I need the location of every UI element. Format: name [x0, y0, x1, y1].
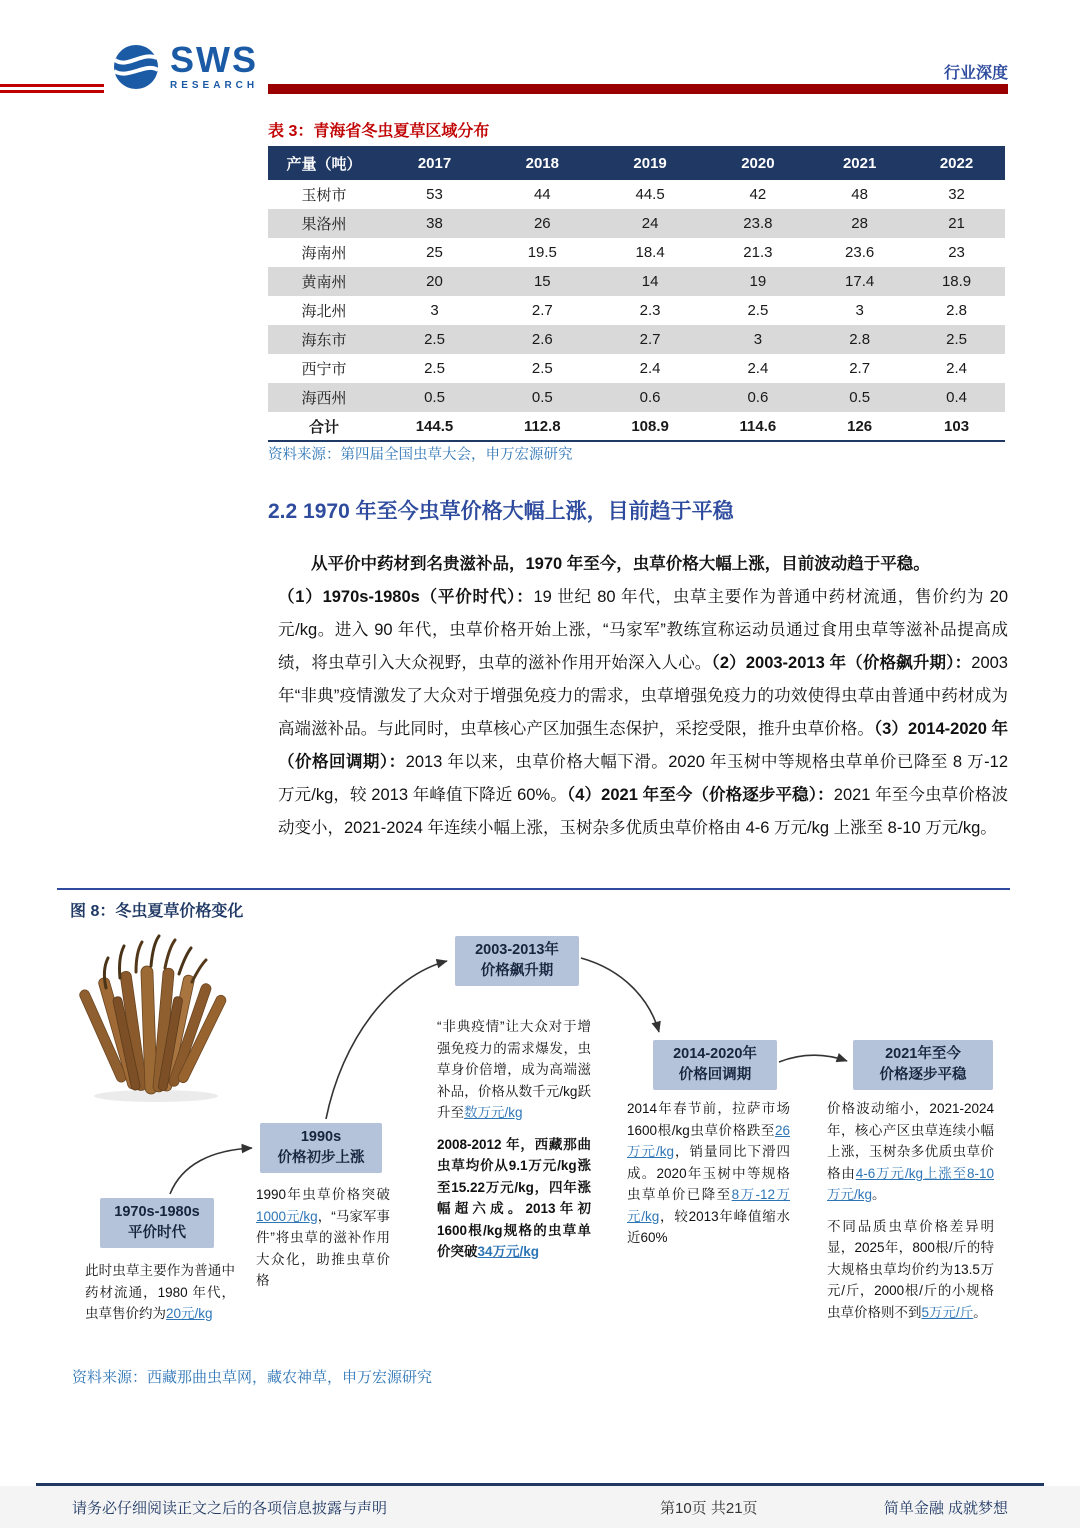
text-segment: ，销量同比下滑四成。2020年玉树中等规格虫草单价已降至: [627, 1144, 791, 1202]
value-cell: 114.6: [739, 417, 777, 435]
table-body: [268, 180, 1005, 441]
footer-disclaimer: 请务必仔细阅读正文之后的各项信息披露与声明: [72, 1500, 388, 1517]
column-header-2018: 2018: [489, 146, 596, 180]
value-cell: 112.8: [523, 417, 561, 435]
value-cell: 23.8: [705, 209, 812, 238]
text-segment: 19 世纪 80 年代，虫草主要作为普通中药材流通，售价约为 20 元/kg。进入 90 年代，虫草价格开始上涨，“马家军”教练宣称运动员通过食用虫草等滋补品提高成绩，将虫草引入大众视野，虫草的滋补作用开始深入人心。: [278, 588, 1009, 672]
value-cell: 2.7: [596, 325, 705, 354]
text-segment: ，“马家军事件”将虫草的滋补作用大众化，助推虫草价格: [256, 1208, 390, 1288]
value-cell: 44.5: [635, 186, 665, 203]
table-row: [268, 383, 1005, 412]
header-rule-left-1: [0, 84, 104, 87]
text-segment: 2008-2012 年，西藏那曲虫草均价从9.1万元/kg涨至15.22万元/kg，四年涨幅超六成。2013年初1600根/kg规格的虫草单价突破: [437, 1136, 591, 1259]
stage-box-1990s: [260, 1123, 382, 1173]
text-segment: 价格波动缩小，2021-2024年，核心产区虫草连续小幅上涨，玉树杂多优质虫草价格由: [827, 1101, 994, 1181]
logo-sub-text: RESEARCH: [170, 80, 259, 91]
stage-box-2003-2013: [455, 936, 579, 986]
table-title: 表 3：青海省冬虫夏草区域分布: [268, 123, 490, 140]
table-row: [268, 412, 1005, 441]
value-cell: 2.5: [531, 360, 553, 377]
value-cell: 20: [380, 267, 489, 296]
stage-line2: 平价时代: [128, 1225, 186, 1241]
stage-line2: 价格初步上涨: [277, 1150, 365, 1166]
value-cell: 2.5: [380, 325, 489, 354]
text-segment: 2013 年以来，虫草价格大幅下滑。2020 年玉树中等规格虫草单价已降至 8 万-12 万元/kg，较 2013 年峰值下降近 60%。: [278, 753, 1009, 804]
text-segment: 1990年虫草价格突破: [256, 1187, 390, 1202]
note-1970s-1980s: [85, 1260, 235, 1325]
figure-top-rule: [57, 888, 1010, 890]
value-cell: 0.6: [705, 383, 812, 412]
note-paragraph: [437, 1016, 591, 1124]
report-type-label: 行业深度: [943, 65, 1008, 82]
note-2003-2013: [437, 1016, 591, 1263]
text-segment: （4）2021 年至今（价格逐步平稳）：: [566, 786, 834, 804]
value-cell: 2.5: [747, 302, 769, 319]
footer-slogan: 简单金融 成就梦想: [883, 1500, 1008, 1517]
value-cell: 48: [851, 186, 868, 203]
stage-line1: 2021年至今: [885, 1046, 961, 1062]
value-cell: 126: [847, 417, 873, 435]
note-2014-2020: [627, 1098, 790, 1249]
note-paragraph: [827, 1216, 994, 1324]
text-segment: 数万元/kg: [464, 1105, 523, 1120]
value-cell: 23: [948, 244, 965, 261]
table-source: 资料来源：第四届全国虫草大会，申万宏源研究: [268, 447, 573, 463]
value-cell: 2.8: [946, 302, 967, 319]
value-cell: 25: [426, 244, 443, 261]
value-cell: 53: [426, 186, 443, 203]
value-cell: 21: [908, 209, 1005, 238]
row-label-cell: 合计: [308, 418, 339, 436]
figure-source: 资料来源：西藏那曲虫草网，藏农神草，申万宏源研究: [72, 1369, 433, 1386]
value-cell: 2.4: [639, 360, 661, 377]
text-segment: 。: [872, 1187, 886, 1202]
stage-line1: 1970s-1980s: [114, 1204, 200, 1220]
column-header-2021: 2021: [811, 146, 908, 180]
row-label-cell: 海东市: [268, 325, 380, 354]
text-segment: 不同品质虫草价格差异明显，2025年，800根/斤的特大规格虫草均价约为13.5万元/斤，2000根/斤的小规格虫草价格则不到: [827, 1218, 994, 1320]
text-segment: “非典疫情”让大众对于增强免疫力的需求爆发，虫草身价倍增，成为高端滋补品，价格从数千元/kg跃升至: [437, 1019, 591, 1120]
table-row: [268, 296, 1005, 325]
table-row: [268, 180, 1005, 209]
text-segment: 26万元/kg: [627, 1122, 790, 1159]
logo-wordmark: [170, 39, 259, 91]
stage-line1: 1990s: [300, 1129, 342, 1145]
text-segment: ，较2013年峰值缩水近60%: [627, 1208, 790, 1245]
value-cell: 0.6: [596, 383, 705, 412]
note-paragraph: [437, 1134, 591, 1263]
value-cell: 0.5: [811, 383, 908, 412]
value-cell: 2.7: [531, 302, 553, 319]
stage-line1: 2003-2013年: [475, 942, 559, 958]
value-cell: 2.5: [424, 360, 445, 377]
row-label-cell: 西宁市: [301, 361, 347, 378]
lead-paragraph: 从平价中药材到名贵滋补品，1970 年至今，虫草价格大幅上涨，目前波动趋于平稳。: [311, 555, 930, 573]
stage-box-2021-now: [853, 1040, 993, 1090]
logo-main-text: SWS: [170, 39, 259, 80]
column-header-2020: 2020: [705, 146, 812, 180]
row-label-cell: 海西州: [268, 383, 380, 412]
value-cell: 18.4: [635, 244, 665, 261]
table-header-row: [268, 146, 1005, 180]
table-row: [268, 267, 1005, 296]
value-cell: 23.6: [845, 244, 875, 261]
text-segment: 2014年春节前，拉萨市场1600根/kg虫草价格跌至: [627, 1101, 790, 1138]
value-cell: 2.5: [908, 325, 1005, 354]
value-cell: 17.4: [811, 267, 908, 296]
text-segment: 8万-12万元/kg: [627, 1187, 791, 1224]
text-segment: 1000元/kg: [256, 1208, 318, 1224]
value-cell: 28: [811, 209, 908, 238]
value-cell: 44: [533, 186, 551, 203]
text-segment: （2）2003-2013 年（价格飙升期）：: [711, 654, 972, 672]
note-2021-now: [827, 1098, 994, 1323]
table-qinghai-distribution: [268, 146, 1005, 442]
body-paragraph: [278, 581, 1008, 845]
value-cell: 3: [855, 302, 864, 319]
text-segment: 4-6万元/kg上涨至8-10万元/kg: [827, 1165, 995, 1202]
text-segment: 2003 年“非典”疫情激发了大众对于增强免疫力的需求，虫草增强免疫力的功效使得虫草由普通中药材成为高端滋补品。与此同时，虫草核心产区加强生态保护，采挖受限，推升虫草价格。: [278, 654, 1008, 738]
value-cell: 144.5: [415, 417, 454, 435]
sws-globe-icon: [112, 43, 160, 91]
column-header-2017: 2017: [380, 146, 489, 180]
note-1990s: [256, 1184, 390, 1292]
value-cell: 24: [596, 209, 705, 238]
row-label-cell: 果洛州: [268, 209, 380, 238]
value-cell: 2.4: [747, 360, 769, 377]
value-cell: 19.5: [527, 244, 557, 261]
text-segment: 2021 年至今虫草价格波动变小，2021-2024 年连续小幅上涨，玉树杂多优质虫草价格由 4-6 万元/kg 上涨至 8-10 万元/kg。: [278, 786, 1009, 837]
value-cell: 26: [489, 209, 596, 238]
row-label-cell: 黄南州: [268, 267, 380, 296]
table-row: [268, 325, 1005, 354]
value-cell: 108.9: [631, 417, 669, 435]
value-cell: 2.6: [489, 325, 596, 354]
footer-rule: [36, 1483, 1044, 1486]
table-row: [268, 354, 1005, 383]
value-cell: 2.4: [946, 360, 967, 377]
column-header-unit: 产量（吨）: [268, 146, 380, 180]
header-rule-left-2: [0, 90, 104, 93]
stage-box-1970s-1980s: [100, 1198, 214, 1248]
section-heading: 2.2 1970 年至今虫草价格大幅上涨，目前趋于平稳: [268, 500, 734, 523]
table-row: [268, 209, 1005, 238]
row-label-cell: 海南州: [301, 245, 347, 262]
stage-line2: 价格逐步平稳: [879, 1067, 967, 1083]
value-cell: 2.8: [811, 325, 908, 354]
value-cell: 42: [749, 186, 767, 203]
text-segment: 。: [973, 1304, 987, 1320]
figure-title: 图 8：冬虫夏草价格变化: [70, 903, 244, 920]
value-cell: 21.3: [743, 244, 773, 261]
stage-line2: 价格飙升期: [480, 963, 554, 979]
stage-line1: 2014-2020年: [673, 1046, 757, 1062]
value-cell: 3: [705, 325, 812, 354]
value-cell: 18.9: [908, 267, 1005, 296]
text-segment: 5万元/斤: [921, 1304, 974, 1320]
value-cell: 3: [430, 302, 439, 319]
cordyceps-photo-illustration: [78, 926, 240, 1106]
value-cell: 0.5: [380, 383, 489, 412]
value-cell: 0.5: [489, 383, 596, 412]
header-rule-right: [268, 84, 1008, 94]
value-cell: 32: [948, 186, 965, 203]
text-segment: （1）1970s-1980s（平价时代）：: [278, 588, 534, 606]
value-cell: 38: [380, 209, 489, 238]
note-paragraph: [827, 1098, 994, 1206]
value-cell: 103: [944, 417, 970, 435]
sws-logo: [112, 39, 259, 91]
value-cell: 14: [596, 267, 705, 296]
value-cell: 2.7: [849, 360, 871, 377]
text-segment: 此时虫草主要作为普通中药材流通，1980 年代，虫草售价约为: [85, 1263, 235, 1321]
text-segment: 34万元/kg: [477, 1244, 540, 1259]
column-header-2022: 2022: [908, 146, 1005, 180]
column-header-2019: 2019: [596, 146, 705, 180]
value-cell: 19: [705, 267, 812, 296]
value-cell: 2.3: [639, 302, 661, 319]
value-cell: 0.4: [908, 383, 1005, 412]
text-segment: （3）2014-2020 年（价格回调期）：: [278, 720, 1009, 771]
row-label-cell: 玉树市: [301, 187, 347, 204]
table-row: [268, 238, 1005, 267]
value-cell: 15: [489, 267, 596, 296]
stage-box-2014-2020: [653, 1040, 777, 1090]
stage-line2: 价格回调期: [678, 1067, 752, 1083]
row-label-cell: 海北州: [301, 303, 347, 320]
text-segment: 20元/kg: [166, 1306, 213, 1321]
footer-page-number: 第10页 共21页: [660, 1500, 758, 1517]
